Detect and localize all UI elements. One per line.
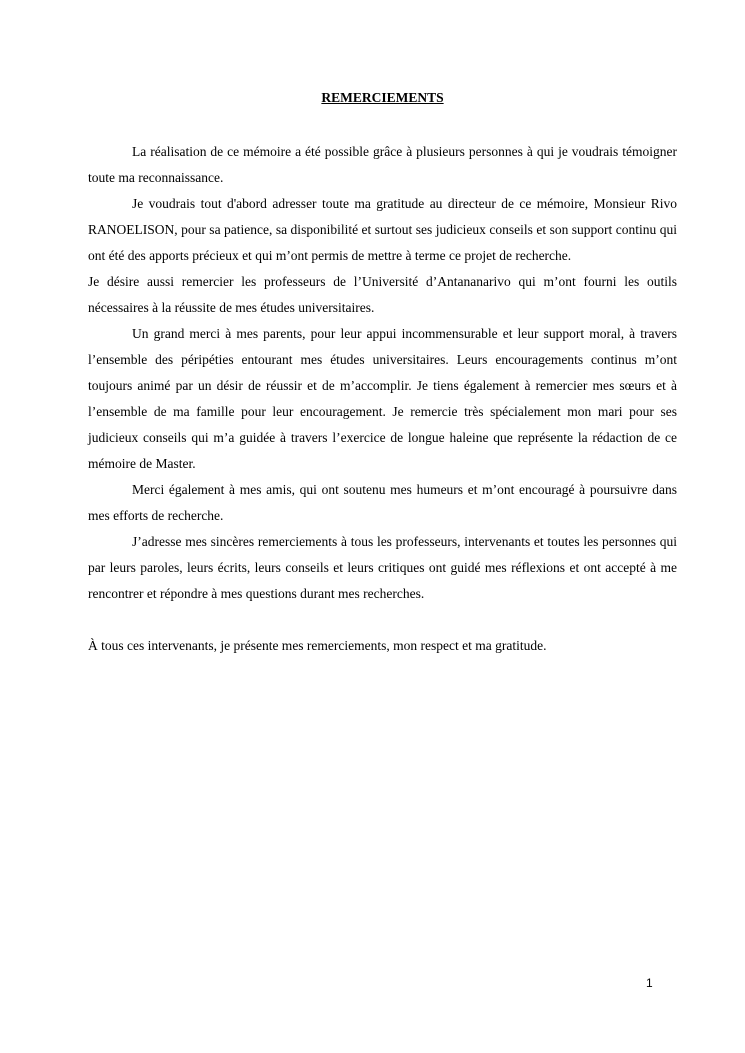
paragraph-friends-thanks: Merci également à mes amis, qui ont soutenu mes humeurs et m’ont encouragé à poursuivre dans mes efforts de recherche. [88, 482, 677, 523]
paragraph-family-thanks: Un grand merci à mes parents, pour leur appui incommensurable et leur support moral, à travers l’ensemble des péripéties entourant mes études universitaires. Leurs encouragements continus m’ont toujours animé par un désir de réussir et de m’accomplir. Je tiens également à remercier mes sœurs et à l’ensemble de ma famille pour leur encouragement. Je remercie très spécialement mon mari pour ses judicieux conseils qui m’a guidée à travers l’exercice de longue haleine que représente la rédaction de ce mémoire de Master. [88, 326, 677, 471]
paragraph-contributors-thanks: J’adresse mes sincères remerciements à tous les professeurs, intervenants et toutes les personnes qui par leurs paroles, leurs écrits, leurs conseils et leurs critiques ont guidé mes réflexions et ont accepté à me rencontrer et répondre à mes questions durant mes recherches. [88, 534, 677, 601]
page-title: REMERCIEMENTS [321, 90, 444, 105]
page-number: 1 [646, 976, 653, 990]
paragraph-director-thanks: Je voudrais tout d'abord adresser toute ma gratitude au directeur de ce mémoire, Monsieur Rivo RANOELISON, pour sa patience, sa disponibilité et surtout ses judicieux conseils et son support continu qui ont été des apports précieux et qui m’ont permis de mettre à terme ce projet de recherche. [88, 196, 677, 263]
paragraph-closing: À tous ces intervenants, je présente mes remerciements, mon respect et ma gratitude. [88, 638, 547, 653]
paragraph-spacer [88, 607, 677, 633]
paragraph-introduction: La réalisation de ce mémoire a été possible grâce à plusieurs personnes à qui je voudrais témoigner toute ma reconnaissance. [88, 144, 677, 185]
document-body [88, 139, 677, 659]
paragraph-professors-thanks: Je désire aussi remercier les professeurs de l’Université d’Antananarivo qui m’ont fourni les outils nécessaires à la réussite de mes études universitaires. [88, 274, 677, 315]
